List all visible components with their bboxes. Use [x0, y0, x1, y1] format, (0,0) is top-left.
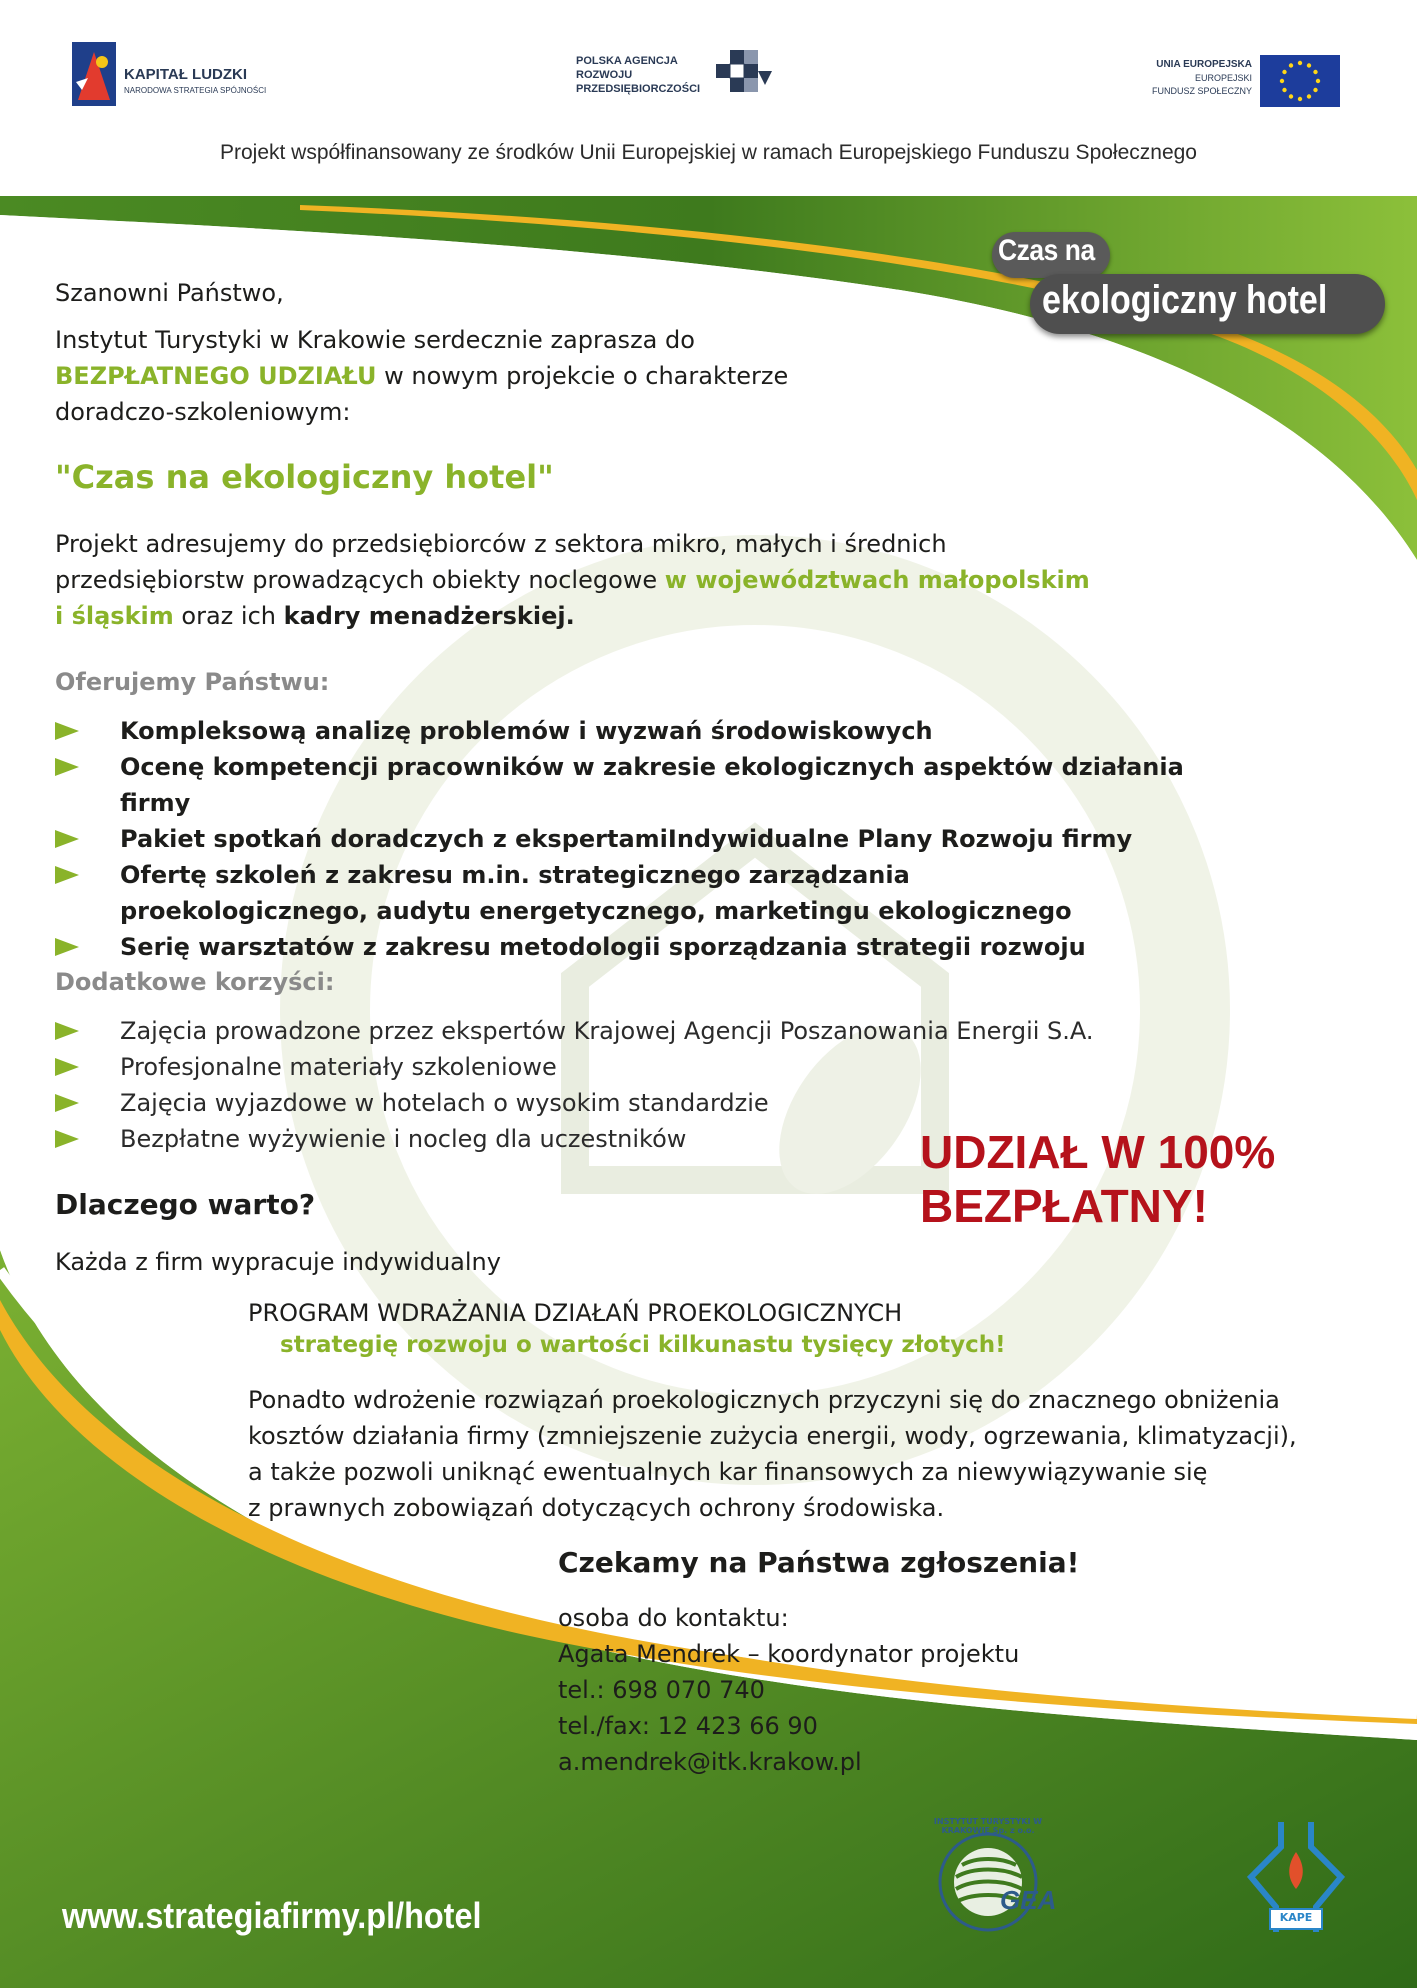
benefit-item: Bezpłatne wyżywienie i nocleg dla uczestników — [55, 1121, 1205, 1157]
kape-label: KAPE — [1279, 1911, 1313, 1924]
itk-gea-mark: GEA — [1000, 1885, 1057, 1915]
target-line2 — [55, 562, 1155, 598]
target-paragraph — [55, 526, 1155, 634]
why-paragraph — [248, 1382, 1388, 1526]
badge-line2: ekologiczny hotel — [1042, 278, 1328, 322]
why-line1: Każda z firm wypracuje indywidualny — [55, 1248, 501, 1276]
logo-kape — [1236, 1817, 1356, 1939]
target-region: w województwach małopolskim — [664, 566, 1090, 594]
project-badge — [980, 228, 1390, 338]
free-participation-highlight: BEZPŁATNEGO UDZIAŁU — [55, 362, 377, 390]
contact-person: Agata Mendrek – koordynator projektu — [558, 1640, 1020, 1668]
logo-kapital-ludzki — [72, 42, 312, 106]
target-line3-mid: oraz ich — [173, 602, 284, 630]
benefits-heading: Dodatkowe korzyści: — [55, 968, 335, 996]
logo-eu-line3: FUNDUSZ SPOŁECZNY — [1151, 86, 1252, 96]
why-para-line: Ponadto wdrożenie rozwiązań proekologicznych przyczyni się do znacznego obniżenia — [248, 1386, 1280, 1414]
contact-phone: tel.: 698 070 740 — [558, 1676, 765, 1704]
cofinance-statement: Projekt współfinansowany ze środków Unii Europejskiej w ramach Europejskiego Funduszu Społecznego — [219, 141, 1197, 164]
logo-parp-line1: POLSKA AGENCJA — [576, 55, 678, 67]
program-name: PROGRAM WDRAŻANIA DZIAŁAŃ PROEKOLOGICZNYCH — [248, 1299, 903, 1327]
logo-eu-line2: EUROPEJSKI — [1194, 73, 1252, 83]
arrow-right-icon — [55, 1094, 79, 1112]
contact-fax: tel./fax: 12 423 66 90 — [558, 1712, 818, 1740]
logo-eu — [1130, 55, 1340, 107]
arrow-right-icon — [55, 866, 79, 884]
free-line2: BEZPŁATNY! — [920, 1180, 1208, 1232]
eu-flag-icon — [1260, 55, 1340, 107]
kapital-ludzki-icon — [72, 42, 116, 106]
badge-line1: Czas na — [998, 234, 1095, 267]
intro-paragraph — [55, 322, 855, 430]
logo-kapital-title: KAPITAŁ LUDZKI — [124, 66, 248, 83]
parp-icon — [716, 50, 772, 106]
offer-item: Ofertę szkoleń z zakresu m.in. strategicznego zarządzania proekologicznego, audytu energetycznego, marketingu ekologicznego — [55, 857, 1205, 929]
offer-item: Serię warsztatów z zakresu metodologii sporządzania strategii rozwoju — [55, 929, 1205, 965]
logo-parp-line3: PRZEDSIĘBIORCZOŚCI — [576, 83, 701, 95]
greeting: Szanowni Państwo, — [55, 279, 284, 307]
why-heading: Dlaczego warto? — [55, 1188, 316, 1221]
target-line2-start: przedsiębiorstw prowadzących obiekty noclegowe — [55, 566, 665, 594]
intro-line2-rest: w nowym projekcie o charakterze — [376, 362, 789, 390]
offer-item: Kompleksową analizę problemów i wyzwań środowiskowych — [55, 713, 1205, 749]
contact-heading: Czekamy na Państwa zgłoszenia! — [558, 1546, 1080, 1579]
logo-parp-line2: ROZWOJU — [576, 69, 633, 81]
why-para-line: a także pozwoli uniknąć ewentualnych kar finansowych za niewywiązywanie się — [248, 1458, 1208, 1486]
offer-item: Pakiet spotkań doradczych z ekspertamiIndywidualne Plany Rozwoju firmy — [55, 821, 1205, 857]
contact-email[interactable]: a.mendrek@itk.krakow.pl — [558, 1748, 862, 1776]
intro-line3: doradczo-szkoleniowym: — [55, 398, 351, 426]
itk-ring-text: INSTYTUT TURYSTYKI W KRAKOWIE Sp. z o.o. — [933, 1817, 1043, 1835]
free-participation-banner — [920, 1125, 1275, 1233]
benefit-item: Zajęcia wyjazdowe w hotelach o wysokim standardzie — [55, 1085, 1205, 1121]
itk-globe-icon — [928, 1817, 1063, 1942]
intro-line1: Instytut Turystyki w Krakowie serdecznie zaprasza do — [55, 326, 695, 354]
offer-heading: Oferujemy Państwu: — [55, 668, 330, 696]
logo-eu-line1: UNIA EUROPEJSKA — [1156, 59, 1252, 70]
why-para-line: z prawnych zobowiązań dotyczących ochrony środowiska. — [248, 1494, 945, 1522]
arrow-right-icon — [55, 758, 79, 776]
arrow-right-icon — [55, 1058, 79, 1076]
contact-label: osoba do kontaktu: — [558, 1604, 789, 1632]
arrow-right-icon — [55, 722, 79, 740]
benefit-item: Zajęcia prowadzone przez ekspertów Krajowej Agencji Poszanowania Energii S.A. — [55, 1013, 1205, 1049]
offer-list — [55, 713, 1205, 965]
intro-line2 — [55, 358, 855, 394]
target-line1: Projekt adresujemy do przedsiębiorców z sektora mikro, małych i średnich — [55, 530, 947, 558]
logo-parp — [576, 55, 776, 105]
target-line3 — [55, 598, 1155, 634]
arrow-right-icon — [55, 1130, 79, 1148]
strategy-value: strategię rozwoju o wartości kilkunastu tysięcy złotych! — [280, 1332, 1006, 1358]
arrow-right-icon — [55, 1022, 79, 1040]
arrow-right-icon — [55, 938, 79, 956]
benefit-item: Profesjonalne materiały szkoleniowe — [55, 1049, 1205, 1085]
arrow-right-icon — [55, 830, 79, 848]
free-line1: UDZIAŁ W 100% — [920, 1126, 1276, 1178]
target-management: kadry menadżerskiej. — [283, 602, 575, 630]
logo-itk-gea — [928, 1817, 1063, 1942]
offer-item: Ocenę kompetencji pracowników w zakresie ekologicznych aspektów działania firmy — [55, 749, 1205, 821]
website-link[interactable]: www.strategiafirmy.pl/hotel — [62, 1895, 482, 1936]
contact-block — [558, 1600, 1019, 1780]
why-para-line: kosztów działania firmy (zmniejszenie zużycia energii, wody, ogrzewania, klimatyzacji), — [248, 1422, 1297, 1450]
logo-kapital-subtitle: NARODOWA STRATEGIA SPÓJNOŚCI — [124, 86, 267, 95]
target-region-2: i śląskim — [55, 602, 174, 630]
project-title: "Czas na ekologiczny hotel" — [55, 458, 554, 496]
